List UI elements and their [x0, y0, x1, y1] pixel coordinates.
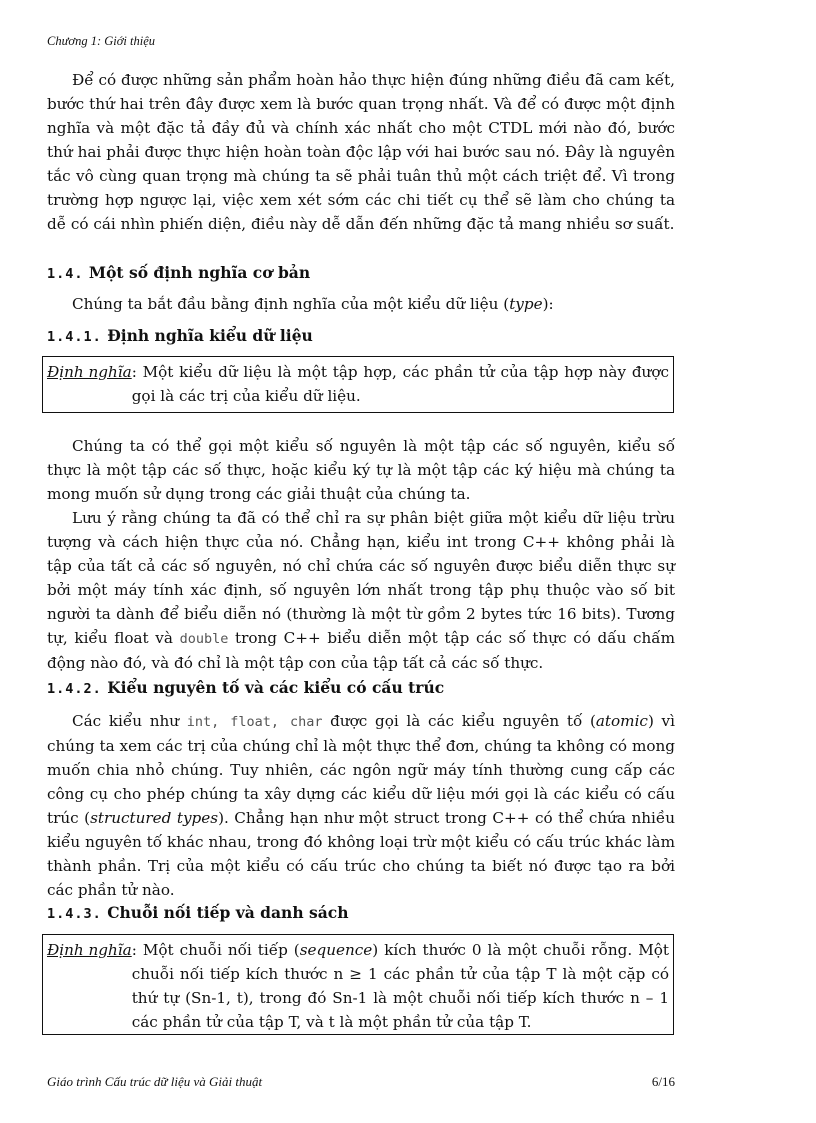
data-type-paragraph-1: Chúng ta có thể gọi một kiểu số nguyên là một tập các số nguyên, kiểu số thực là một tập các số thực, hoặc kiểu ký tự là một tập các ký hiệu mà chúng ta mong muốn sử dụng trong các giải thuật của chúng ta. [47, 437, 675, 503]
definition-text: : Một chuỗi nối tiếp (sequence) kích thước 0 là một chuỗi rỗng. Một chuỗi nối tiếp kích thước n ≥ 1 các phần tử của tập T là một cặp có thứ tự (Sn-1, t), trong đó Sn-1 là một chuỗi nối tiếp kích thước n – 1 các phần tử của tập T, và t là một phần tử của tập T. [131, 941, 669, 1031]
section-title: Một số định nghĩa cơ bản [88, 263, 311, 282]
section-1-4-3-heading [47, 902, 348, 925]
definition-box-data-type [42, 356, 674, 413]
section-1-4-2-heading [47, 677, 444, 700]
book-title: Giáo trình Cấu trúc dữ liệu và Giải thuật [47, 1074, 263, 1089]
section-number: 1.4.1. [47, 329, 102, 345]
section-1-4-1-heading [47, 325, 313, 348]
atomic-types-paragraph: Các kiểu như int, float, char được gọi là các kiểu nguyên tố (atomic) vì chúng ta xem các trị của chúng chỉ là một thực thể đơn, chúng ta không có mong muốn chia nhỏ chúng. Tuy nhiên, các ngôn ngữ máy tính thường cung cấp các công cụ cho phép chúng ta xây dựng các kiểu dữ liệu mới gọi là các kiểu có cấu trúc (structured types). Chẳng hạn như một struct trong C++ có thể chứa nhiều kiểu nguyên tố khác nhau, trong đó không loại trừ một kiểu có cấu trúc khác làm thành phần. Trị của một kiểu có cấu trúc cho chúng ta biết nó được tạo ra bởi các phần tử nào. [47, 712, 675, 899]
page-number: 6/16 [651, 1074, 675, 1089]
section-number: 1.4.3. [47, 906, 102, 922]
section-title: Định nghĩa kiểu dữ liệu [107, 326, 313, 345]
definition-text: : Một kiểu dữ liệu là một tập hợp, các phần tử của tập hợp này được gọi là các trị của kiểu dữ liệu. [131, 363, 669, 405]
section-1-4-intro [47, 292, 675, 316]
section-1-4-paragraph: Chúng ta bắt đầu bằng định nghĩa của một kiểu dữ liệu (type): [72, 295, 554, 313]
section-number: 1.4. [47, 266, 84, 282]
section-title: Chuỗi nối tiếp và danh sách [107, 903, 349, 922]
section-1-4-2-body [47, 709, 675, 902]
intro-block [47, 68, 675, 236]
definition-label: Định nghĩa [47, 363, 132, 381]
section-number: 1.4.2. [47, 681, 102, 697]
definition-label: Định nghĩa [47, 941, 132, 959]
data-type-paragraph-2: Lưu ý rằng chúng ta đã có thể chỉ ra sự phân biệt giữa một kiểu dữ liệu trừu tượng và cách hiện thực của nó. Chẳng hạn, kiểu int trong C++ không phải là tập của tất cả các số nguyên, nó chỉ chứa các số nguyên được biểu diễn thực sự bởi một máy tính xác định, số nguyên lớn nhất trong tập phụ thuộc vào số bit người ta dành để biểu diễn nó (thường là một từ gồm 2 bytes tức 16 bits). Tương tự, kiểu float và double trong C++ biểu diễn một tập các số thực có dấu chấm động nào đó, và đó chỉ là một tập con của tập tất cả các số thực. [47, 509, 675, 672]
section-1-4-heading [47, 262, 310, 285]
running-header: Chương 1: Giới thiệu [47, 34, 156, 48]
definition-box-sequence [42, 934, 674, 1035]
page-footer [47, 1074, 675, 1090]
intro-paragraph: Để có được những sản phẩm hoàn hảo thực hiện đúng những điều đã cam kết, bước thứ hai trên đây được xem là bước quan trọng nhất. Và để có được một định nghĩa và một đặc tả đầy đủ và chính xác nhất cho một CTDL mới nào đó, bước thứ hai phải được thực hiện hoàn toàn độc lập với hai bước sau nó. Đây là nguyên tắc vô cùng quan trọng mà chúng ta sẽ phải tuân thủ một cách triệt để. Vì trong trường hợp ngược lại, việc xem xét sớm các chi tiết cụ thể sẽ làm cho chúng ta dễ có cái nhìn phiến diện, điều này dễ dẫn đến những đặc tả mang nhiều sơ suất. [47, 71, 675, 233]
section-1-4-1-body [47, 434, 675, 675]
section-title: Kiểu nguyên tố và các kiểu có cấu trúc [107, 678, 445, 697]
